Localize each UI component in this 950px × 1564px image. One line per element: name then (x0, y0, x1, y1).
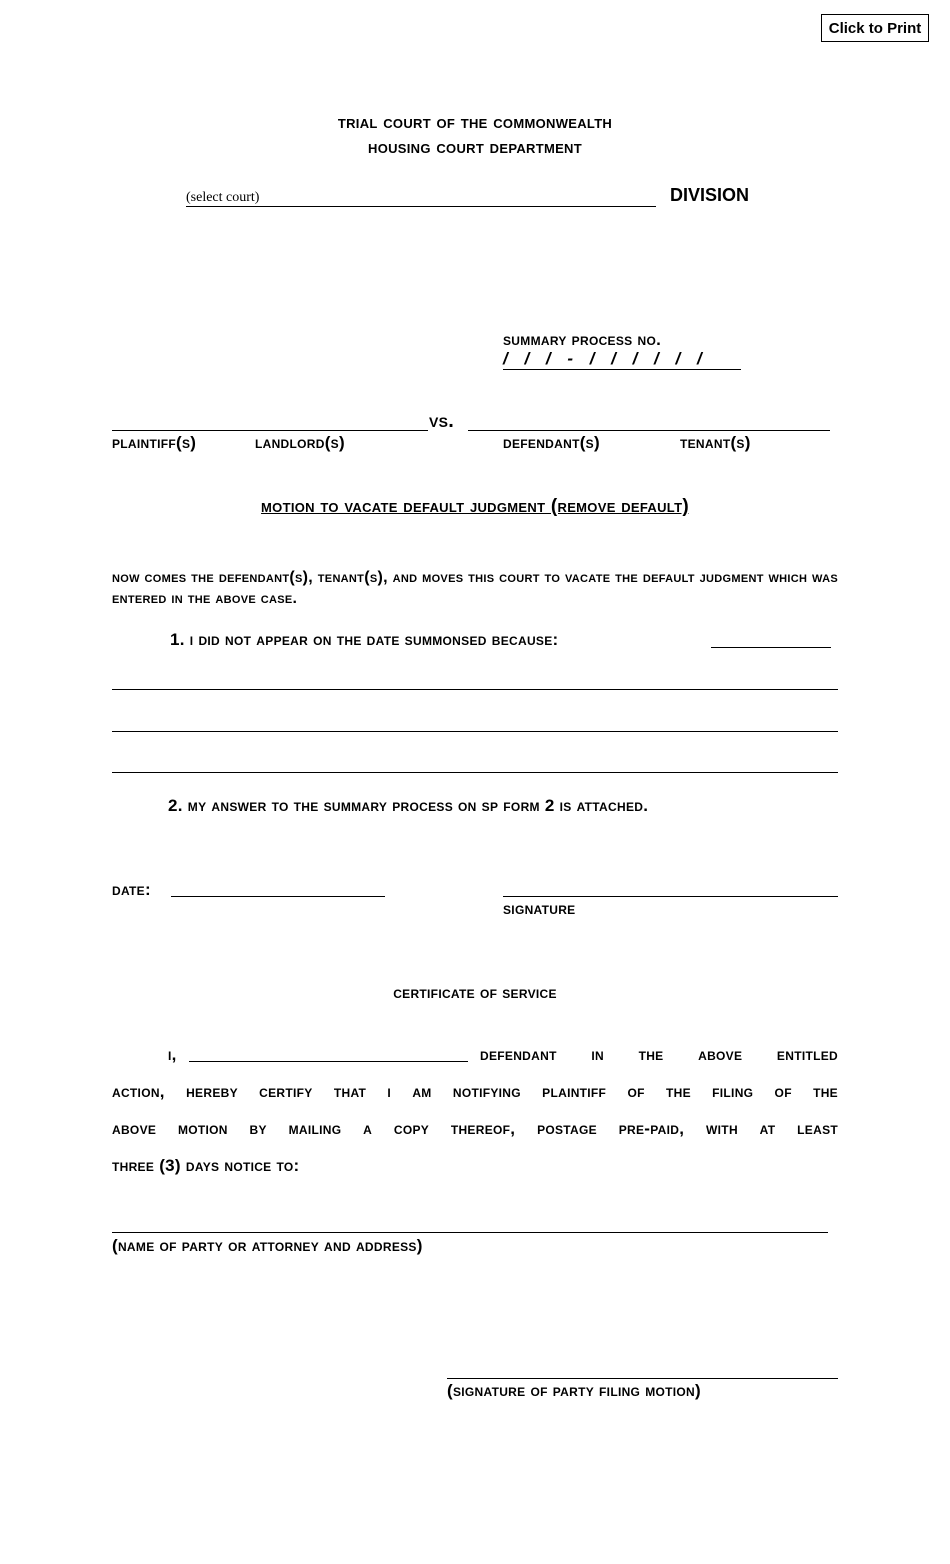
reason-line-1[interactable] (112, 689, 838, 690)
reason-line-0[interactable] (711, 647, 831, 648)
certificate-line4: three (3) days notice to: (112, 1156, 300, 1175)
item2-text: 2. my answer to the summary process on sp form 2 is attached. (168, 796, 649, 815)
date-label: date: (112, 880, 151, 899)
department-title: housing court department (368, 137, 582, 158)
party-name-address-label: (name of party or attorney and address) (112, 1236, 423, 1255)
certificate-line2: action, hereby certify that i am notifying plaintiff of the filing of the (112, 1082, 838, 1101)
plaintiff-line[interactable] (112, 430, 428, 431)
landlord-label: landlord(s) (255, 433, 345, 452)
summary-process-label: summary process no. (503, 330, 662, 349)
defendant-label: defendant(s) (503, 433, 600, 452)
court-select-placeholder: (select court) (186, 190, 260, 205)
certificate-line1-end: defendant in the above entitled (480, 1045, 838, 1064)
reason-line-2[interactable] (112, 731, 838, 732)
defendant-line[interactable] (468, 430, 830, 431)
certificate-title: certificate of service (393, 983, 557, 1002)
certificate-i-label: i, (168, 1045, 177, 1064)
certifier-name-field[interactable] (189, 1061, 468, 1062)
reason-line-3[interactable] (112, 772, 838, 773)
court-title: trial court of the commonwealth (337, 112, 613, 133)
item1-text: 1. i did not appear on the date summonsed because: (170, 630, 559, 649)
vs-label: vs. (429, 410, 455, 432)
print-button[interactable]: Click to Print (821, 14, 929, 42)
summary-process-number-field[interactable]: / / / - / / / / / / (503, 349, 741, 370)
motion-title: motion to vacate default judgment (remove default) (261, 496, 689, 517)
filing-signature-label: (signature of party filing motion) (447, 1381, 701, 1400)
date-field[interactable] (171, 896, 385, 897)
motion-intro: now comes the defendant(s), tenant(s), and moves this court to vacate the default judgment which was entered in the above case. (112, 569, 838, 607)
signature-label: signature (503, 899, 576, 918)
court-select[interactable] (186, 188, 656, 207)
signature-field[interactable] (503, 896, 838, 897)
party-name-address-field[interactable] (112, 1232, 828, 1233)
certificate-line3: above motion by mailing a copy thereof, postage pre-paid, with at least (112, 1119, 838, 1138)
division-label: DIVISION (670, 185, 750, 205)
tenant-label: tenant(s) (680, 433, 751, 452)
plaintiff-label: plaintiff(s) (112, 433, 197, 452)
filing-signature-field[interactable] (447, 1378, 838, 1379)
